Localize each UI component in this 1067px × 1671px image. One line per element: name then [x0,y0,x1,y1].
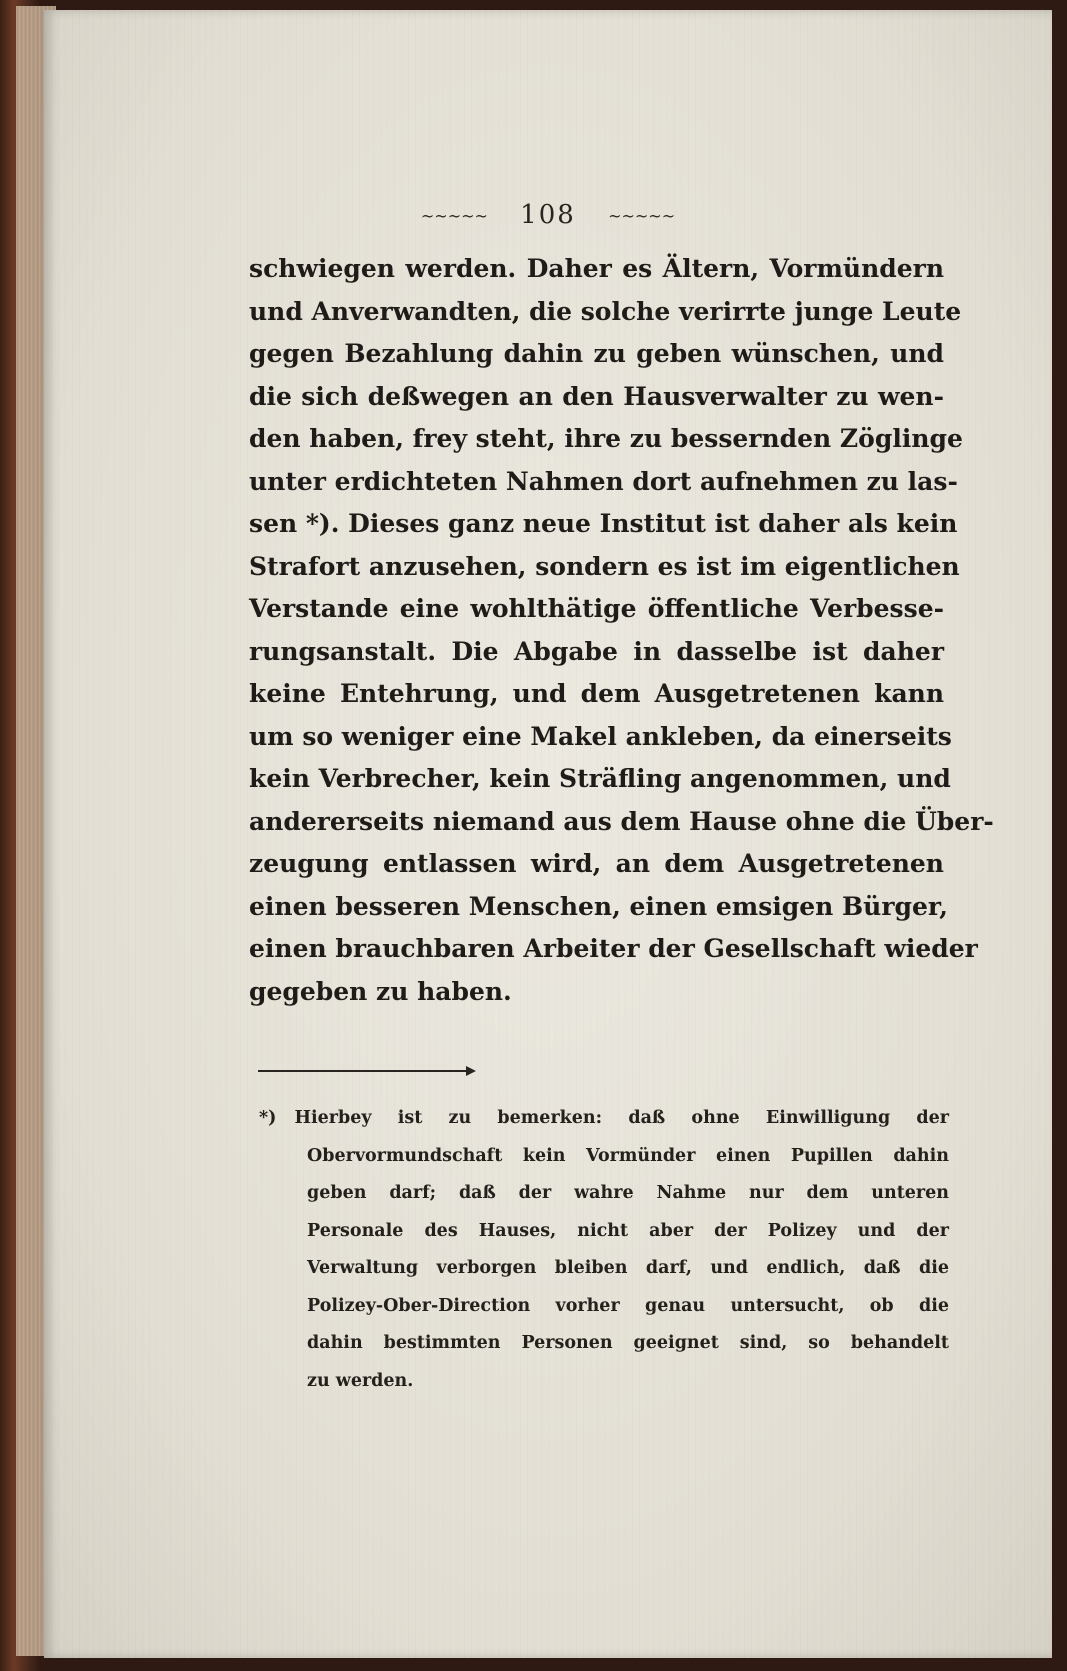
footnote-line: geben darf; daß der wahre Nahme nur dem unteren [307,1183,949,1203]
footnote-line: Polizey-Ober-Direction vorher genau untersucht, ob die [307,1295,949,1316]
running-head [44,200,1052,230]
text-line: schwiegen werden. Daher es Ältern, Vormündern [249,254,944,283]
text-line: um so weniger eine Makel ankleben, da einerseits [249,721,952,751]
text-line: einen brauchbaren Arbeiter der Gesellschaft wieder [249,934,978,963]
footnote-line: Obervormundschaft kein Vormünder einen Pupillen dahin [307,1145,949,1166]
footnote-line: dahin bestimmten Personen geeignet sind, so behandelt [307,1333,949,1353]
head-ornament-left: ~~~~~ [420,206,488,226]
text-line: die sich deßwegen an den Hausverwalter zu wen- [249,381,944,411]
page-number: 108 [520,200,576,230]
text-line: zeugung entlassen wird, an dem Ausgetretenen [249,849,944,878]
footnote-line: zu werden. [307,1370,414,1391]
text-line: andererseits niemand aus dem Hause ohne die Über- [249,806,994,836]
text-line: sen *). Dieses ganz neue Institut ist daher als kein [249,509,958,538]
footnote-text: Hierbey ist zu bemerken: daß ohne Einwilligung der [294,1108,949,1128]
text-line: den haben, frey steht, ihre zu bessernden Zöglinge [249,424,963,453]
text-line: keine Entehrung, und dem Ausgetretenen kann [249,679,944,708]
main-text-block [249,248,994,1013]
text-line: kein Verbrecher, kein Sträfling angenommen, und [249,764,951,793]
footnote-block [259,1100,949,1400]
text-line: Verstande eine wohlthätige öffentliche Verbesse- [249,594,944,623]
head-ornament-right: ~~~~~ [608,206,676,226]
text-line: unter erdichteten Nahmen dort aufnehmen zu las- [249,466,958,496]
text-line: gegeben zu haben. [249,976,512,1006]
footnote-mark: *) [259,1108,277,1128]
footnote-rule [258,1070,468,1072]
footnote-line-first [259,1100,949,1138]
text-line: gegen Bezahlung dahin zu geben wünschen, und [249,339,944,368]
book-page [44,10,1052,1658]
text-line: rungsanstalt. Die Abgabe in dasselbe ist daher [249,636,944,666]
text-line: Strafort anzusehen, sondern es ist im eigentlichen [249,551,960,581]
text-line: einen besseren Menschen, einen emsigen Bürger, [249,891,948,921]
text-line: und Anverwandten, die solche verirrte junge Leute [249,296,962,326]
footnote-line: Personale des Hauses, nicht aber der Polizey und der [307,1220,949,1241]
footnote-line: Verwaltung verborgen bleiben darf, und endlich, daß die [307,1258,949,1278]
